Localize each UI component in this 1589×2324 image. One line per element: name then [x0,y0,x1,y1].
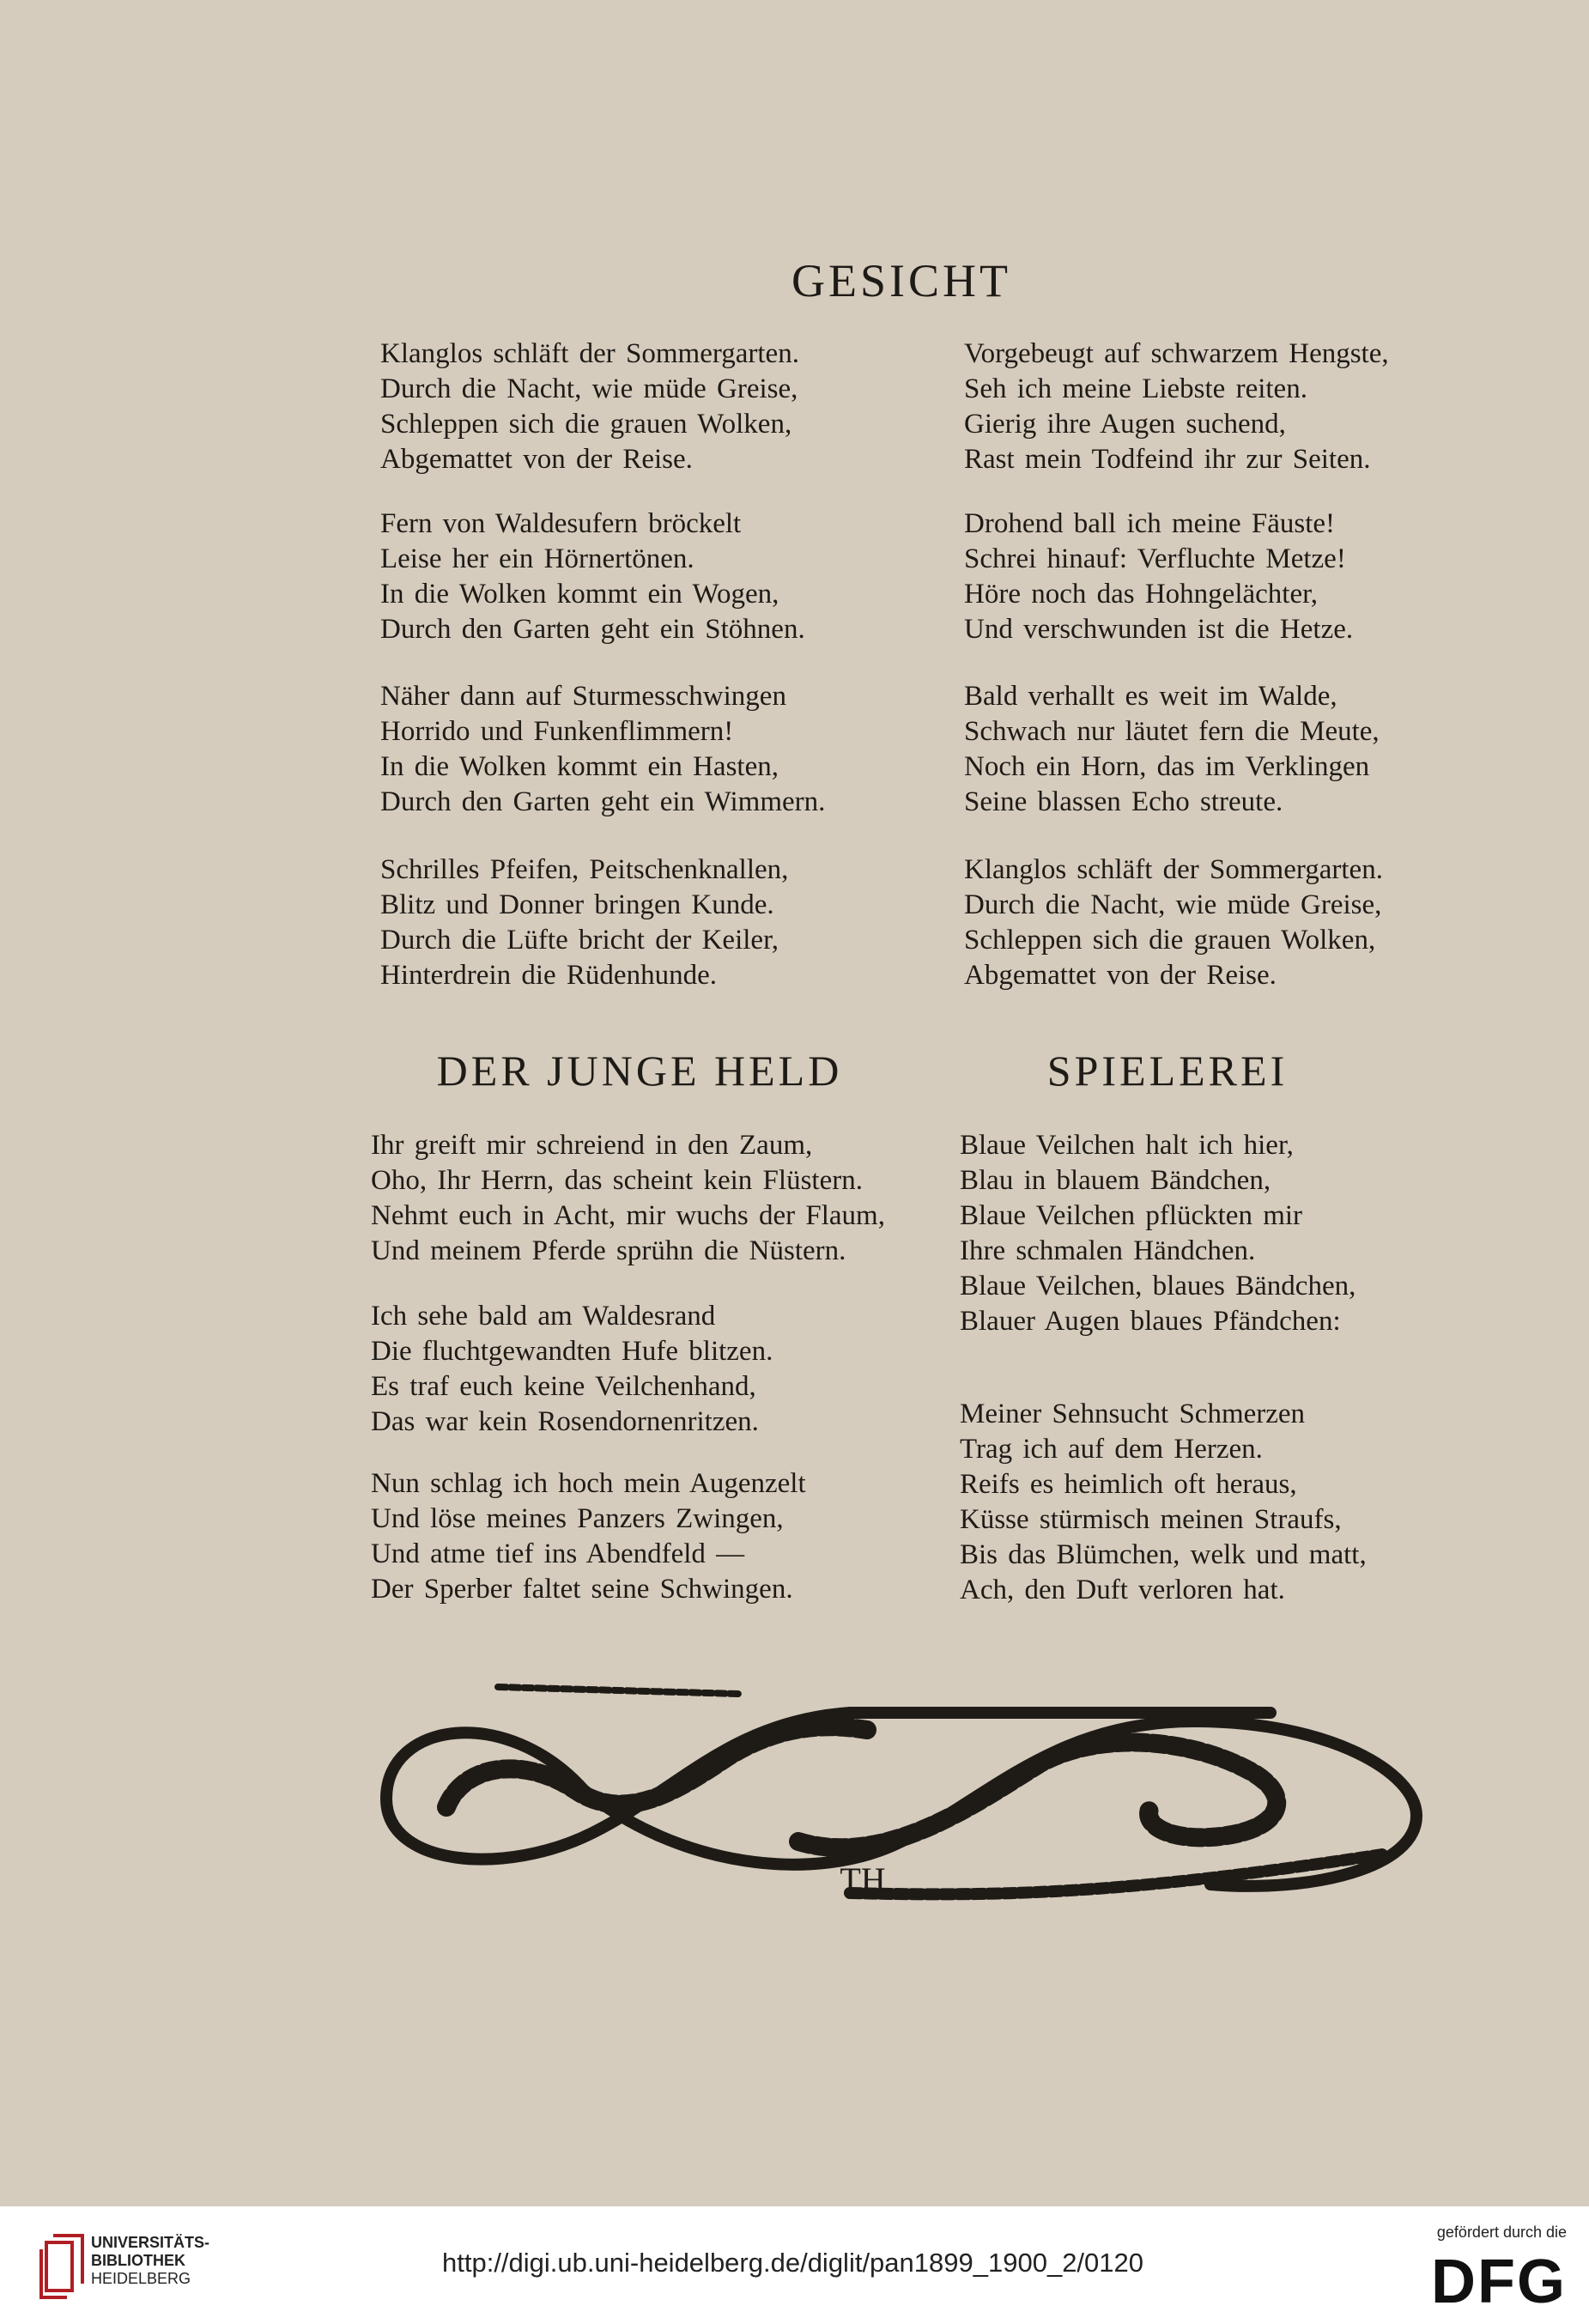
poem-line: Abgemattet von der Reise. [380,444,693,475]
poem-line: Ihr greift mir schreiend in den Zaum, [371,1130,813,1161]
poem-line: Nun schlag ich hoch mein Augenzelt [371,1468,806,1499]
ornament-laurel-top [498,1687,738,1694]
poem-line: Blitz und Donner bringen Kunde. [380,889,774,920]
gesicht-left-stanza-2 [380,507,805,647]
poem-line: Schrilles Pfeifen, Peitschenknallen, [380,854,789,885]
poem-line: Schleppen sich die grauen Wolken, [964,925,1376,956]
poem-line: Schleppen sich die grauen Wolken, [380,409,792,440]
poem-line: Horrido und Funkenflimmern! [380,716,734,747]
library-name [91,2234,209,2288]
poem-line: Blaue Veilchen, blaues Bändchen, [960,1271,1356,1302]
poem-line: Blau in blauem Bändchen, [960,1165,1271,1196]
library-name-line: BIBLIOTHEK [91,2252,185,2269]
poem-line: Ihre schmalen Händchen. [960,1235,1256,1266]
poem-line: Durch den Garten geht ein Wimmern. [380,786,826,817]
poem-line: In die Wolken kommt ein Wogen, [380,579,779,610]
poem-line: Gierig ihre Augen suchend, [964,409,1286,440]
poem-line: Durch die Lüfte bricht der Keiler, [380,925,779,956]
poem-line: Das war kein Rosendornenritzen. [371,1406,759,1437]
poem-title-der-junge-held: DER JUNGE HELD [436,1047,843,1095]
poem-line: Ach, den Duft verloren hat. [960,1575,1285,1605]
poem-line: Und atme tief ins Abendfeld — [371,1538,745,1569]
held-stanza-2 [371,1299,773,1440]
held-stanza-3 [371,1466,806,1607]
laurel-ornament [369,1670,1434,1910]
poem-line: Trag ich auf dem Herzen. [960,1434,1263,1465]
poem-title-spielerei: SPIELEREI [1046,1047,1289,1095]
poem-line: Der Sperber faltet seine Schwingen. [371,1574,793,1605]
held-stanza-1 [371,1128,885,1269]
poem-line: Es traf euch keine Veilchenhand, [371,1371,756,1402]
poem-line: Bald verhallt es weit im Walde, [964,681,1337,712]
poem-line: Durch die Nacht, wie müde Greise, [964,889,1382,920]
university-library-logo-icon [38,2232,86,2301]
gesicht-right-stanza-4 [964,853,1383,993]
poem-line: Die fluchtgewandten Hufe blitzen. [371,1336,773,1367]
dfg-logo: DFG [1431,2248,1567,2316]
poem-line: Oho, Ihr Herrn, das scheint kein Flüstern. [371,1165,863,1196]
gesicht-left-stanza-3 [380,679,825,820]
poem-line: Hinterdrein die Rüdenhunde. [380,960,717,991]
library-name-line: HEIDELBERG [91,2270,191,2287]
poem-line: Bis das Blümchen, welk und matt, [960,1539,1367,1570]
library-name-line: UNIVERSITÄTS- [91,2234,210,2251]
poem-line: Seh ich meine Liebste reiten. [964,373,1307,404]
gesicht-right-stanza-1 [964,337,1389,477]
poem-line: Näher dann auf Sturmesschwingen [380,681,786,712]
spielerei-stanza-2 [960,1397,1367,1608]
poem-line: Blauer Augen blaues Pfändchen: [960,1306,1341,1337]
poem-line: Fern von Waldesufern bröckelt [380,508,742,539]
poem-line: Und meinem Pferde sprühn die Nüstern. [371,1235,846,1266]
poem-line: Klanglos schläft der Sommergarten. [964,854,1383,885]
poem-line: Durch die Nacht, wie müde Greise, [380,373,798,404]
ornament-monogram: TH [840,1860,886,1899]
poem-line: Schwach nur läutet fern die Meute, [964,716,1380,747]
poem-line: Schrei hinauf: Verfluchte Metze! [964,543,1346,574]
gesicht-left-stanza-4 [380,853,788,993]
gesicht-right-stanza-3 [964,679,1380,820]
poem-line: Blaue Veilchen halt ich hier, [960,1130,1294,1161]
spielerei-stanza-1 [960,1128,1356,1339]
poem-line: Nehmt euch in Acht, mir wuchs der Flaum, [371,1200,885,1231]
poem-line: Küsse stürmisch meinen Straufs, [960,1504,1342,1535]
poem-line: Noch ein Horn, das im Verklingen [964,751,1370,782]
poem-line: Durch den Garten geht ein Stöhnen. [380,614,805,645]
poem-line: Reifs es heimlich oft heraus, [960,1469,1297,1500]
poem-line: Meiner Sehnsucht Schmerzen [960,1399,1306,1429]
poem-line: Vorgebeugt auf schwarzem Hengste, [964,338,1389,369]
poem-line: Ich sehe bald am Waldesrand [371,1301,716,1332]
poem-line: In die Wolken kommt ein Hasten, [380,751,779,782]
poem-title-gesicht: GESICHT [791,255,1011,306]
ornament-loop-right [584,1721,1416,1886]
poem-line: Rast mein Todfeind ihr zur Seiten. [964,444,1371,475]
poem-line: Höre noch das Hohngelächter, [964,579,1319,610]
poem-line: Blaue Veilchen pflückten mir [960,1200,1303,1231]
document-url-link[interactable]: http://digi.ub.uni-heidelberg.de/diglit/pan1899_1900_2/0120 [442,2248,1144,2278]
poem-line: Seine blassen Echo streute. [964,786,1283,817]
ornament-laurel-right [798,1743,1277,1848]
sponsor-caption: gefördert durch die [1436,2224,1567,2241]
poem-line: Und verschwunden ist die Hetze. [964,614,1354,645]
gesicht-right-stanza-2 [964,507,1353,647]
gesicht-left-stanza-1 [380,337,799,477]
poem-line: Leise her ein Hörnertönen. [380,543,694,574]
poem-line: Abgemattet von der Reise. [964,960,1277,991]
footer-bar [0,2206,1589,2324]
poem-line: Drohend ball ich meine Fäuste! [964,508,1336,539]
poem-line: Und löse meines Panzers Zwingen, [371,1503,784,1534]
poem-line: Klanglos schläft der Sommergarten. [380,338,799,369]
